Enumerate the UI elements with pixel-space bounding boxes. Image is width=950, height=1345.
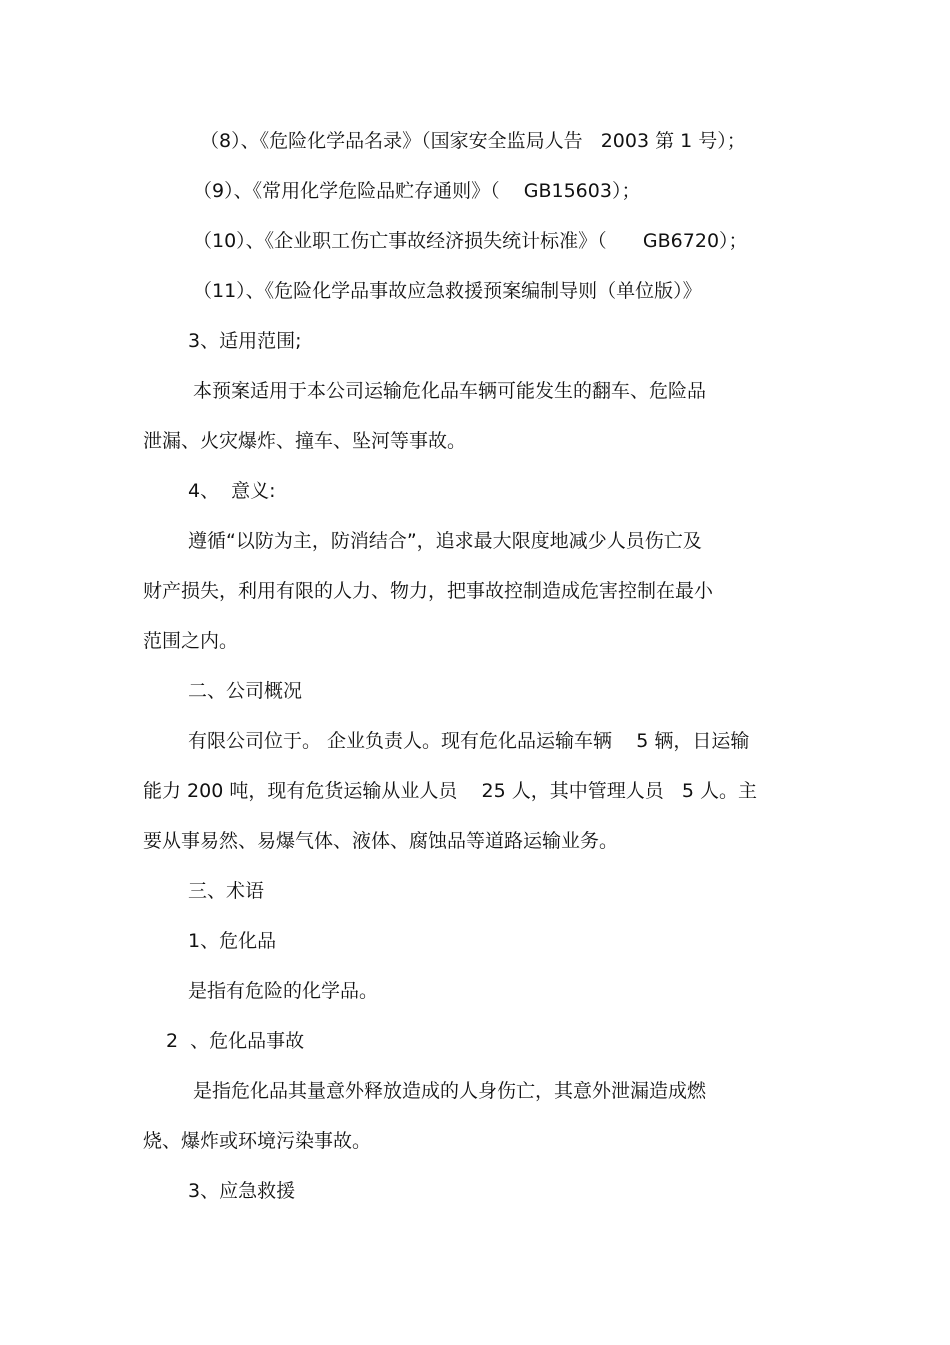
section-heading-terms: 三、术语 (188, 880, 265, 902)
reference-item-9: （9）、《常用化学危险品贮存通则》（ GB15603）； (193, 180, 641, 202)
paragraph-line: 遵循“以防为主，防消结合”，追求最大限度地减少人员伤亡及 (188, 530, 702, 552)
term-heading: 2 、危化品事故 (166, 1030, 305, 1052)
paragraph-line: 本预案适用于本公司运输危化品车辆可能发生的翻车、危险品 (193, 380, 707, 402)
section-heading-company: 二、公司概况 (188, 680, 303, 702)
paragraph-line: 烧、爆炸或环境污染事故。 (143, 1130, 372, 1152)
paragraph-line: 财产损失，利用有限的人力、物力，把事故控制造成危害控制在最小 (143, 580, 714, 602)
reference-item-8: （8）、《危险化学品名录》（国家安全监局人告 2003 第 1 号）； (200, 130, 746, 152)
term-heading: 1、危化品 (188, 930, 277, 952)
section-heading-scope: 3、适用范围; (188, 330, 302, 352)
section-heading-significance: 4、 意义: (188, 480, 276, 502)
paragraph-line: 范围之内。 (143, 630, 239, 652)
paragraph-line: 泄漏、火灾爆炸、撞车、坠河等事故。 (143, 430, 467, 452)
paragraph-line: 是指危化品其量意外释放造成的人身伤亡，其意外泄漏造成燃 (193, 1080, 707, 1102)
paragraph-line: 有限公司位于。 企业负责人。现有危化品运输车辆 5 辆，日运输 (188, 730, 750, 752)
paragraph-line: 要从事易然、易爆气体、液体、腐蚀品等道路运输业务。 (143, 830, 619, 852)
reference-item-11: （11）、《危险化学品事故应急救援预案编制导则（单位版）》 (193, 280, 702, 302)
term-heading: 3、应急救援 (188, 1180, 296, 1202)
reference-item-10: （10）、《企业职工伤亡事故经济损失统计标准》（ GB6720）； (193, 230, 748, 252)
paragraph-line: 能力 200 吨，现有危货运输从业人员 25 人，其中管理人员 5 人。主 (143, 780, 757, 802)
paragraph-line: 是指有危险的化学品。 (188, 980, 379, 1002)
